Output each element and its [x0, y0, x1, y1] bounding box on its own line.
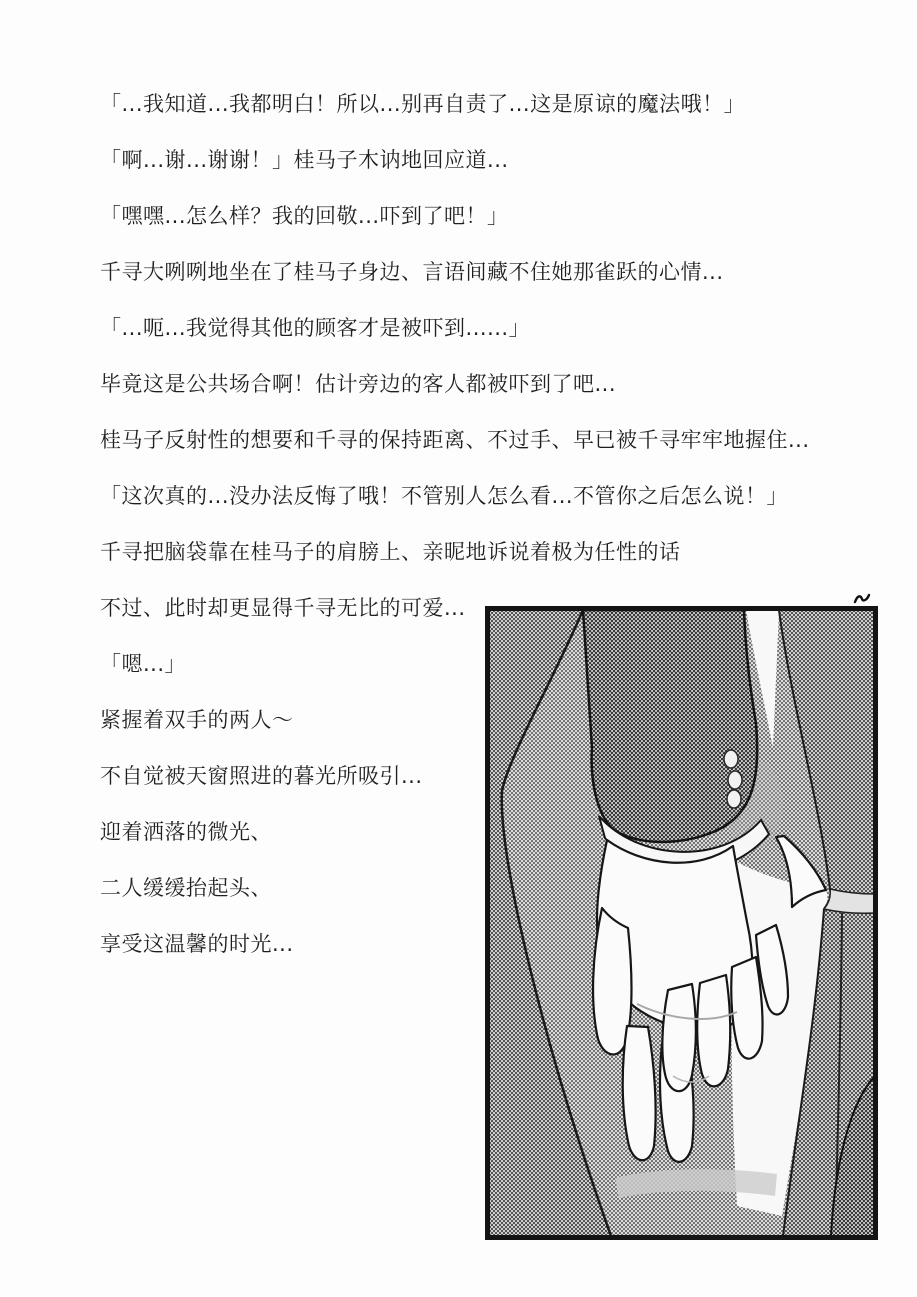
- story-line: 不自觉被天窗照进的暮光所吸引...: [100, 764, 423, 788]
- story-line: 千寻大咧咧地坐在了桂马子身边、言语间藏不住她那雀跃的心情...: [100, 260, 724, 284]
- story-line: 二人缓缓抬起头、: [100, 876, 272, 900]
- story-line: 毕竟这是公共场合啊！估计旁边的客人都被吓到了吧...: [100, 372, 617, 396]
- story-line: 桂马子反射性的想要和千寻的保持距离、不过手、早已被千寻牢牢地握住...: [100, 428, 810, 452]
- story-line: 「这次真的...没办法反悔了哦！不管别人怎么看...不管你之后怎么说！」: [100, 484, 789, 508]
- story-line: 不过、此时却更显得千寻无比的可爱...: [100, 596, 466, 620]
- story-line: 「啊...谢...谢谢！」桂马子木讷地回应道...: [100, 148, 509, 172]
- gripping-finger: [731, 957, 762, 1059]
- lower-finger: [623, 1026, 656, 1160]
- story-line: 享受这温馨的时光...: [100, 932, 294, 956]
- suit-sleeve: [583, 610, 757, 842]
- story-line: 紧握着双手的两人～: [100, 708, 294, 732]
- story-line: 「...我知道...我都明白！所以...别再自责了...这是原谅的魔法哦！」: [100, 92, 746, 116]
- gripping-finger: [697, 975, 730, 1086]
- manga-panel-art: [485, 606, 878, 1240]
- story-line: 迎着洒落的微光、: [100, 820, 272, 844]
- story-line: 「嘿嘿...怎么样？我的回敬...吓到了吧！」: [100, 204, 509, 228]
- story-line: 「...呃...我觉得其他的顾客才是被吓到......」: [100, 316, 531, 340]
- story-line: 「嗯...」: [100, 652, 187, 676]
- ink-tick-mark-icon: [853, 592, 871, 605]
- manga-panel: [485, 606, 878, 1240]
- story-line: 千寻把脑袋靠在桂马子的肩膀上、亲昵地诉说着极为任性的话: [100, 540, 681, 564]
- gripping-finger: [662, 984, 695, 1091]
